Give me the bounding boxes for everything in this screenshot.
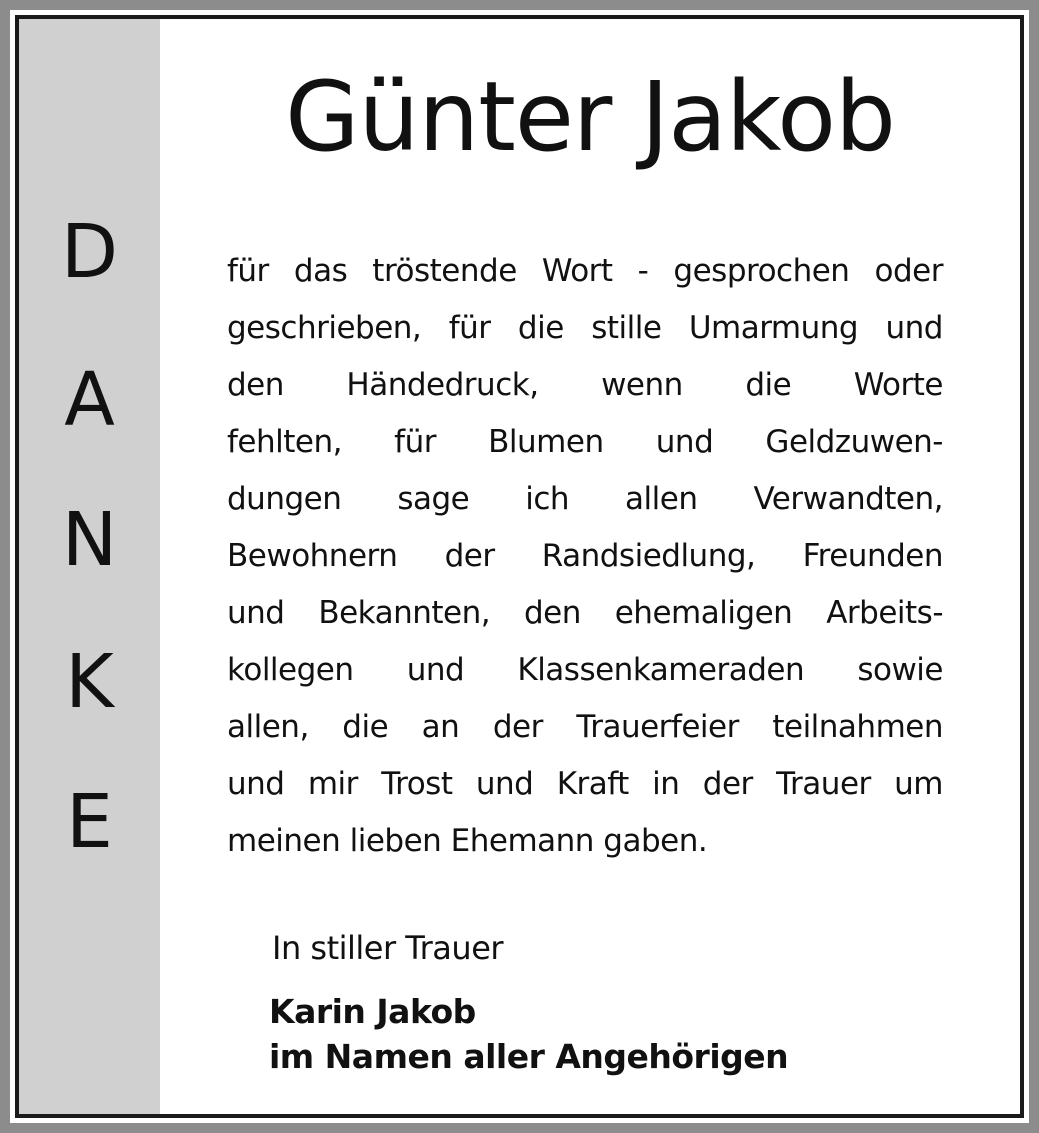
thank-you-text bbox=[227, 243, 943, 870]
notice-card bbox=[15, 15, 1024, 1118]
body-line: meinen lieben Ehemann gaben. bbox=[227, 823, 708, 859]
frame-gap bbox=[10, 10, 1029, 1123]
side-letter-d: D bbox=[61, 209, 118, 295]
body-line: geschrieben, für die stille Umarmung und bbox=[227, 310, 943, 346]
body-line: allen, die an der Trauerfeier teilnahmen bbox=[227, 709, 943, 745]
body-line: kollegen und Klassenkameraden sowie bbox=[227, 652, 943, 688]
side-letter-k: K bbox=[65, 639, 114, 725]
side-strip bbox=[19, 19, 160, 1114]
signature-block bbox=[269, 989, 788, 1079]
body-line: fehlten, für Blumen und Geldzuwen- bbox=[227, 424, 943, 460]
closing-phrase: In stiller Trauer bbox=[272, 929, 504, 967]
deceased-name-title: Günter Jakob bbox=[285, 61, 895, 173]
side-letter-e: E bbox=[66, 779, 113, 865]
signer-name: Karin Jakob bbox=[269, 992, 476, 1031]
body-line: dungen sage ich allen Verwandten, bbox=[227, 481, 943, 517]
side-letter-n: N bbox=[61, 497, 118, 583]
side-letter-a: A bbox=[64, 357, 115, 443]
body-line: und Bekannten, den ehemaligen Arbeits- bbox=[227, 595, 943, 631]
body-line: für das tröstende Wort - gesprochen oder bbox=[227, 253, 943, 289]
body-line: und mir Trost und Kraft in der Trauer um bbox=[227, 766, 943, 802]
body-line: den Händedruck, wenn die Worte bbox=[227, 367, 943, 403]
signer-subtitle: im Namen aller Angehörigen bbox=[269, 1037, 789, 1076]
body-line: Bewohnern der Randsiedlung, Freunden bbox=[227, 538, 943, 574]
